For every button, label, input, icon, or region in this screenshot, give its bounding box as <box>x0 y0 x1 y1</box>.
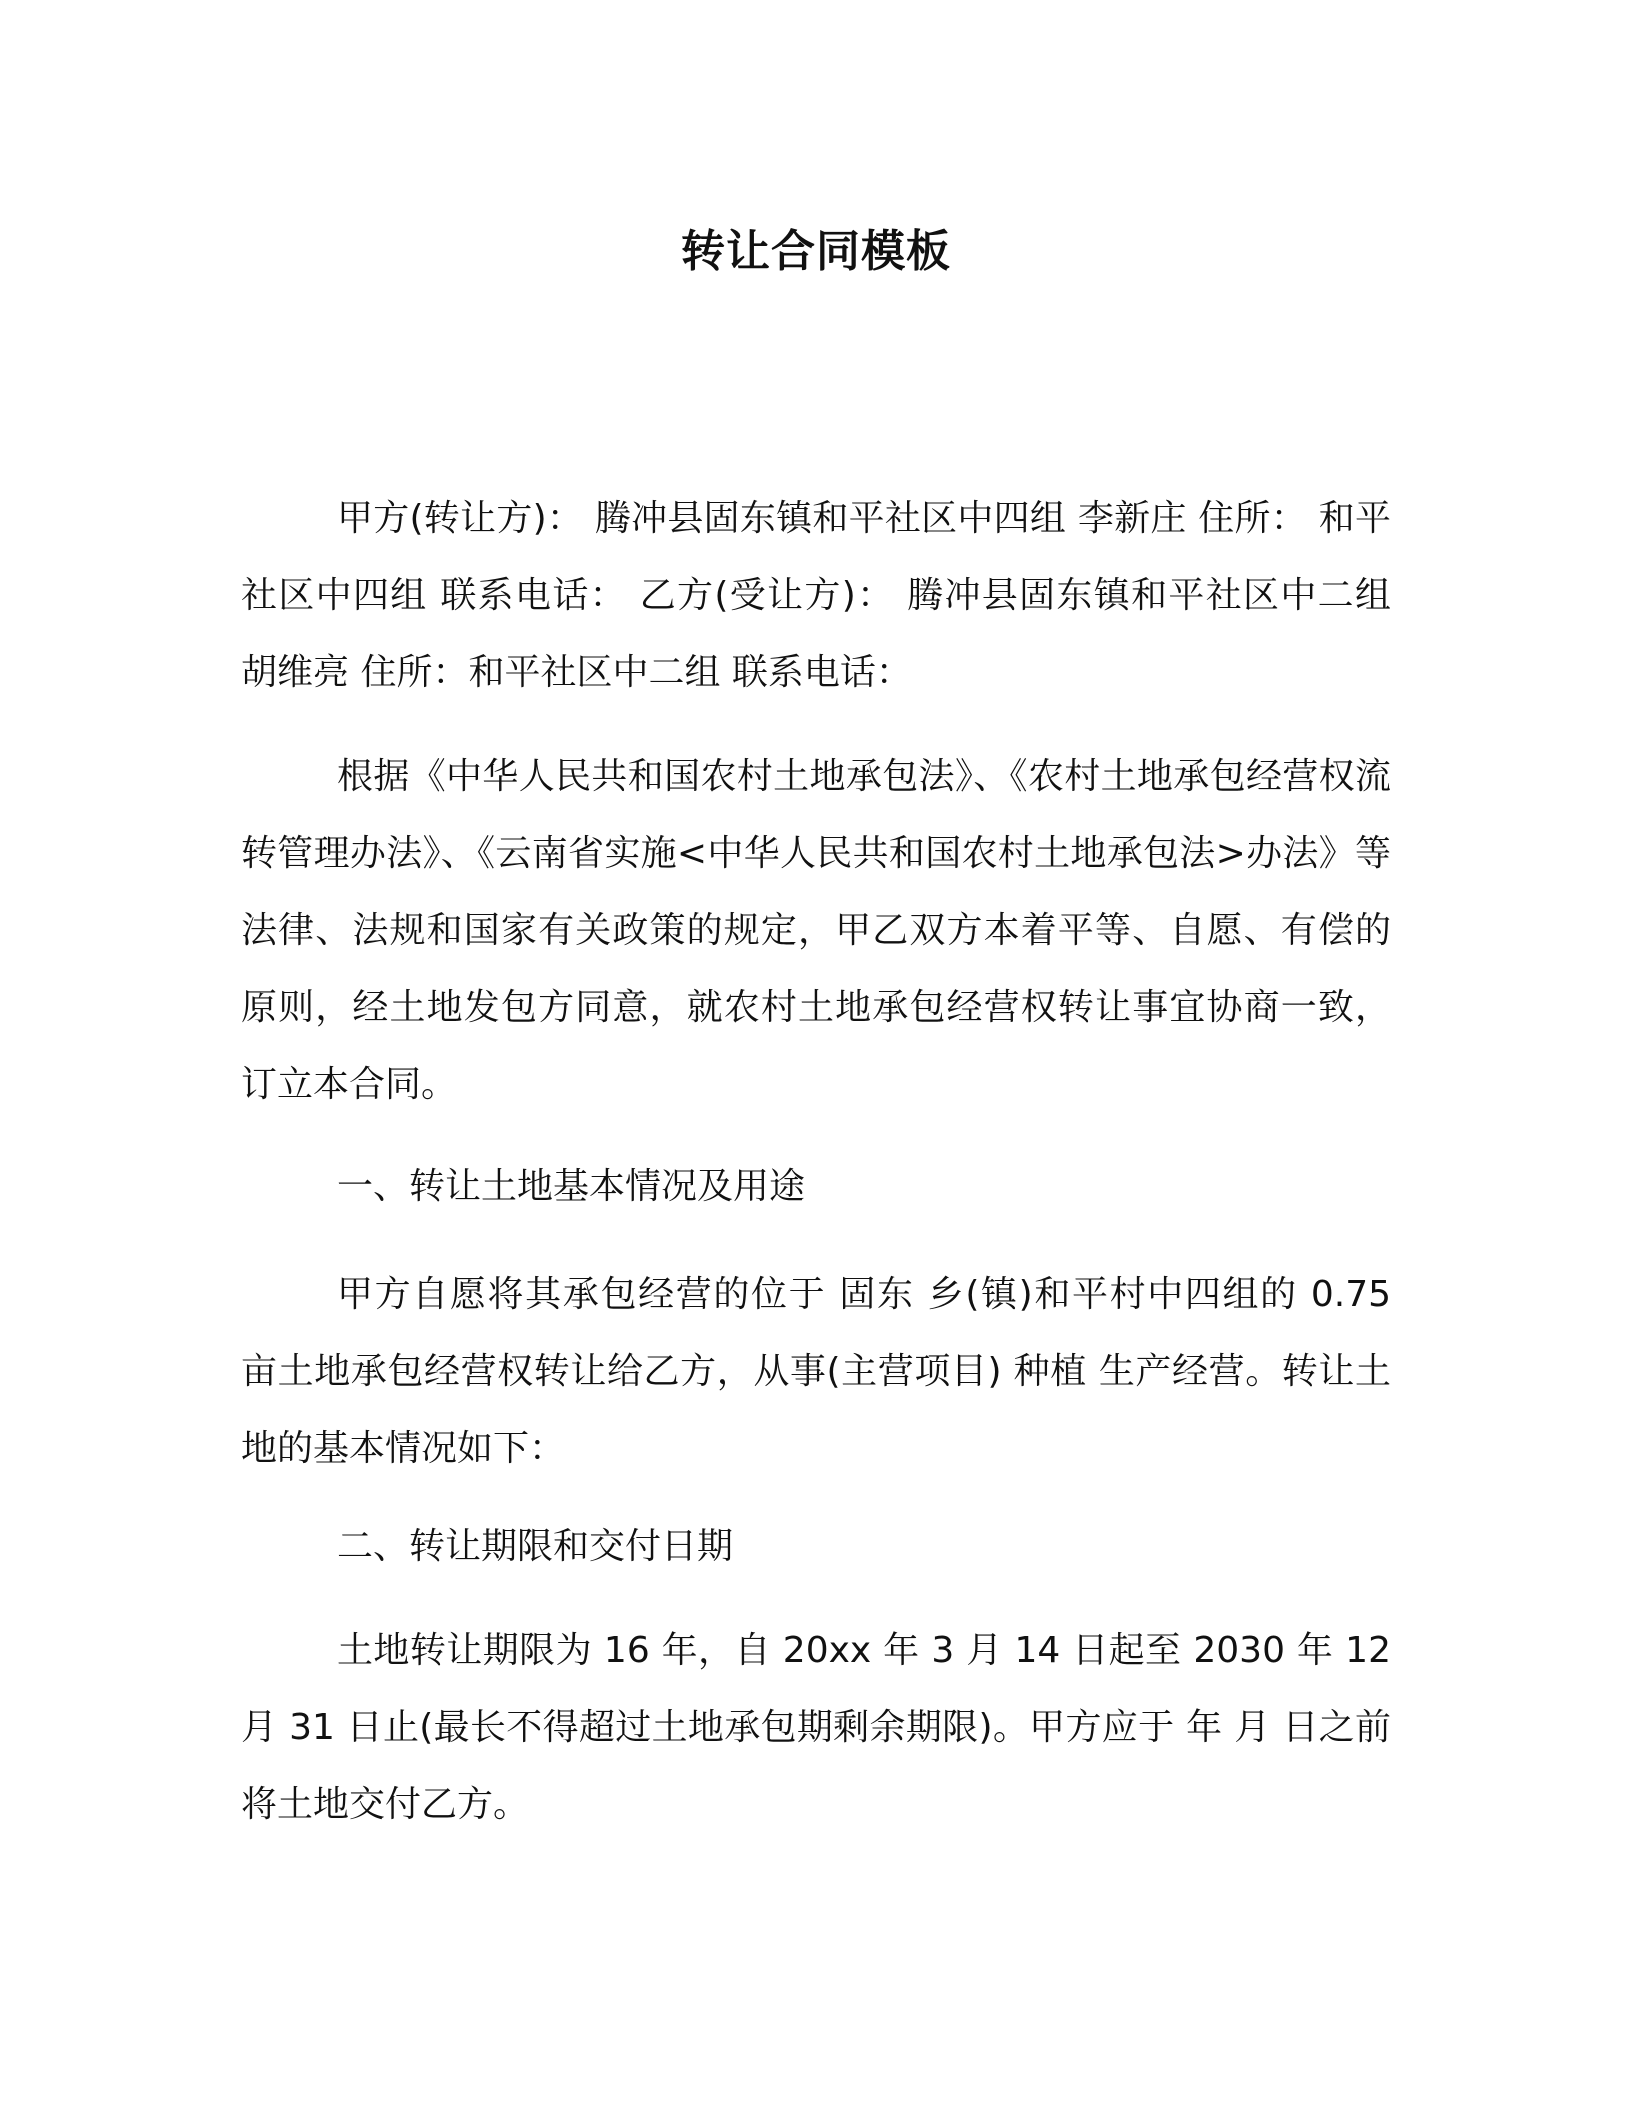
section-2-heading: 二、转让期限和交付日期 <box>337 1526 734 1567</box>
section-2-body: 土地转让期限为 16 年，自 20xx 年 3 月 14 日起至 2030 年 12 月 31 日止(最长不得超过土地承包期剩余期限)。甲方应于 年 月 日之前将土地交付乙方。 <box>241 1630 1391 1825</box>
document-title: 转让合同模板 <box>681 226 951 277</box>
parties-paragraph: 甲方(转让方)： 腾冲县固东镇和平社区中四组 李新庄 住所： 和平社区中四组 联系电话： 乙方(受让方)： 腾冲县固东镇和平社区中二组 胡维亮 住所：和平社区中二组 联系电话： <box>241 498 1391 693</box>
section-1-heading: 一、转让土地基本情况及用途 <box>337 1166 806 1207</box>
section-1-body: 甲方自愿将其承包经营的位于 固东 乡(镇)和平村中四组的 0.75 亩土地承包经营权转让给乙方，从事(主营项目) 种植 生产经营。转让土地的基本情况如下： <box>241 1274 1391 1469</box>
legal-basis-paragraph: 根据《中华人民共和国农村土地承包法》、《农村土地承包经营权流转管理办法》、《云南省实施<中华人民共和国农村土地承包法>办法》等法律、法规和国家有关政策的规定，甲乙双方本着平等、自愿、有偿的原则，经土地发包方同意，就农村土地承包经营权转让事宜协商一致，订立本合同。 <box>241 756 1391 1105</box>
